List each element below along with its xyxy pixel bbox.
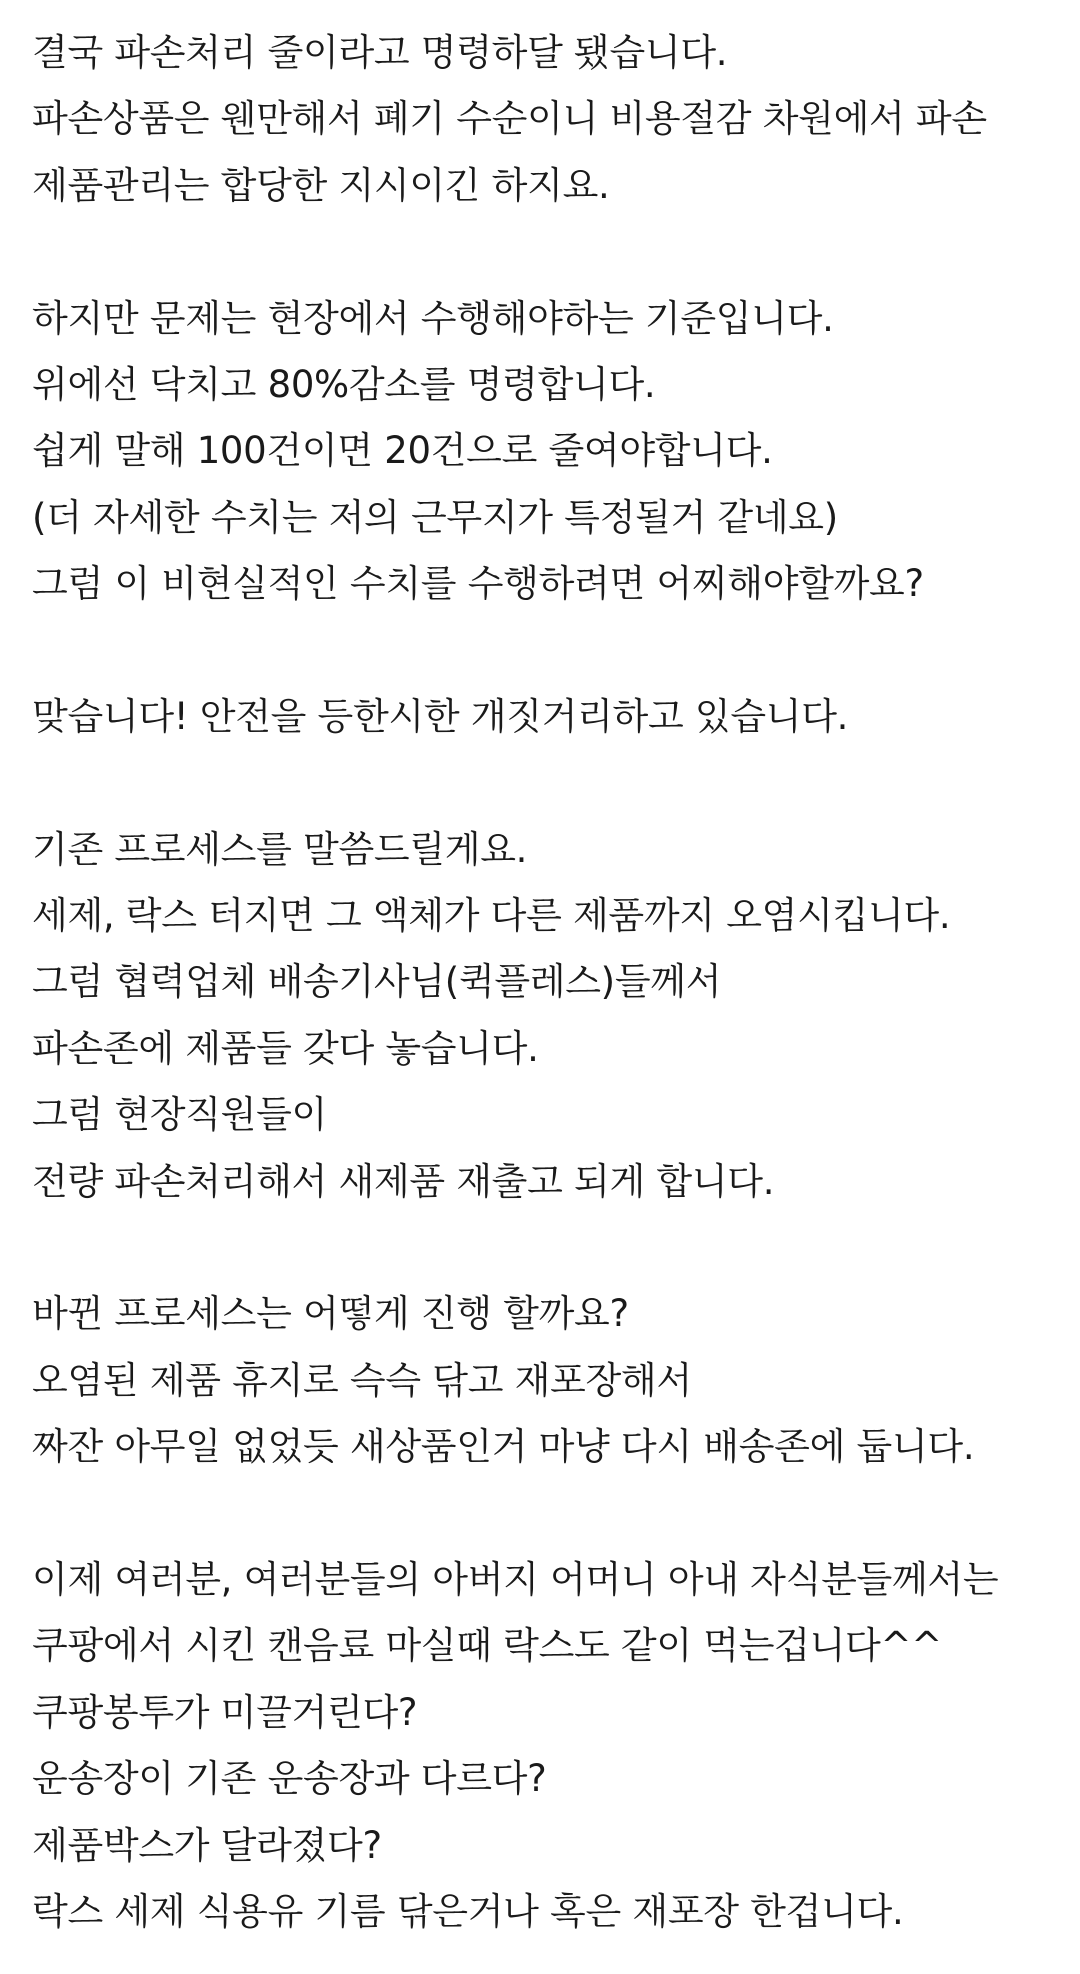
text-line: 쿠팡봉투가 미끌거린다? [32, 1690, 418, 1734]
text-line: 결국 파손처리 줄이라고 명령하달 됐습니다. [32, 31, 728, 74]
text-line: 세제, 락스 터지면 그 액체가 다른 제품까지 오염시킵니다. [32, 894, 951, 938]
text-line: 전량 파손처리해서 새제품 재출고 되게 합니다. [32, 1159, 775, 1203]
text-line: 제품관리는 합당한 지시이긴 하지요. [32, 163, 610, 207]
text-line: 이제 여러분, 여러분들의 아버지 어머니 아내 자식분들께서는 [32, 1557, 999, 1601]
text-line: (더 자세한 수치는 저의 근무지가 특정될거 같네요) [32, 495, 838, 539]
text-line: 짜잔 아무일 없었듯 새상품인거 마냥 다시 배송존에 둡니다. [32, 1425, 975, 1469]
text-line: 운송장이 기존 운송장과 다르다? [32, 1757, 547, 1801]
text-line: 쉽게 말해 100건이면 20건으로 줄여야합니다. [32, 429, 773, 473]
blank-line [32, 219, 1062, 285]
text-line: 그럼 이 비현실적인 수치를 수행하려면 어찌해야할까요? [32, 562, 924, 606]
text-line: 하지만 문제는 현장에서 수행해야하는 기준입니다. [32, 296, 834, 340]
text-line: 위에선 닥치고 80%감소를 명령합니다. [32, 362, 656, 406]
text-line: 맞습니다! 안전을 등한시한 개짓거리하고 있습니다. [32, 694, 849, 738]
text-line: 바뀐 프로세스는 어떻게 진행 할까요? [32, 1292, 629, 1336]
text-line: 쿠팡에서 시킨 캔음료 마실때 락스도 같이 먹는겁니다^^ [32, 1624, 942, 1668]
text-line: 파손존에 제품들 갖다 놓습니다. [32, 1026, 539, 1070]
text-line: 제품박스가 달라졌다? [32, 1823, 382, 1867]
document-body [32, 20, 1062, 1945]
blank-line [32, 750, 1062, 816]
blank-line [32, 1215, 1062, 1281]
text-line: 오염된 제품 휴지로 슥슥 닦고 재포장해서 [32, 1358, 692, 1402]
text-line: 파손상품은 웬만해서 폐기 수순이니 비용절감 차원에서 파손 [32, 97, 987, 141]
text-line: 그럼 협력업체 배송기사님(퀵플레스)들께서 [32, 960, 722, 1004]
text-line: 락스 세제 식용유 기름 닦은거나 혹은 재포장 한겁니다. [32, 1889, 904, 1933]
blank-line [32, 618, 1062, 684]
blank-line [32, 1481, 1062, 1547]
text-line: 기존 프로세스를 말씀드릴게요. [32, 827, 528, 871]
text-line: 그럼 현장직원들이 [32, 1093, 327, 1137]
